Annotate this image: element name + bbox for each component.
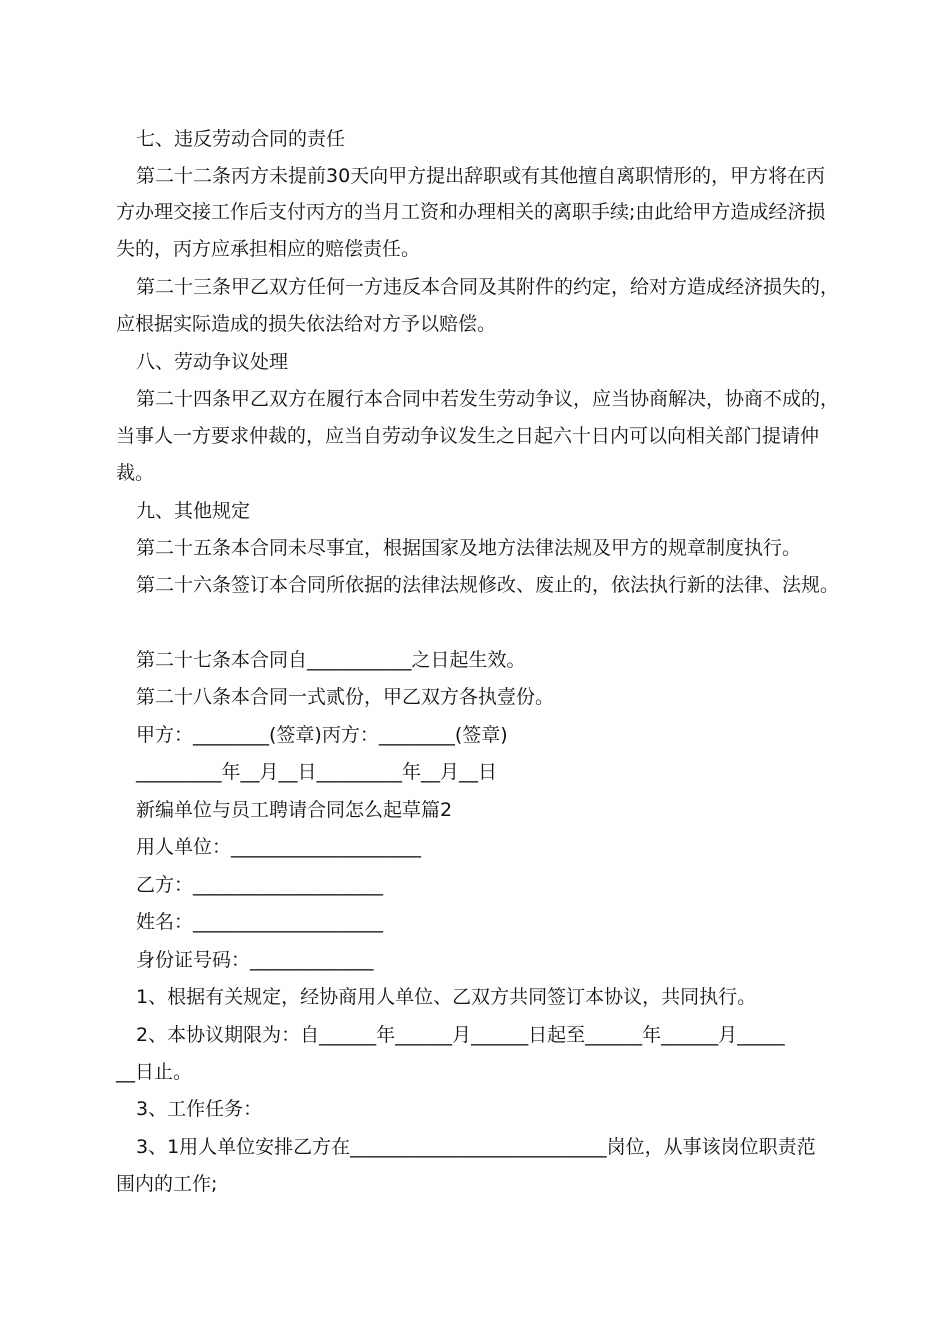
party-b-field: 乙方：____________________ [136, 874, 384, 896]
clause-3-1-line-2: 围内的工作; [116, 1173, 218, 1195]
date-line: _________年__月__日_________年__月__日 [136, 761, 498, 783]
clause-2-line-2: __日止。 [116, 1061, 193, 1083]
clause-3-1-line-1: 3、1用人单位安排乙方在___________________________岗位，从事该岗位职责范 [136, 1136, 816, 1158]
article-22-line-3: 失的，丙方应承担相应的赔偿责任。 [116, 238, 421, 260]
article-25: 第二十五条本合同未尽事宜，根据国家及地方法律法规及甲方的规章制度执行。 [136, 537, 802, 559]
article-23-line-1: 第二十三条甲乙双方任何一方违反本合同及其附件的约定，给对方造成经济损失的， [136, 276, 840, 298]
article-23-line-2: 应根据实际造成的损失依法给对方予以赔偿。 [116, 313, 497, 335]
article-22-line-1: 第二十二条丙方未提前30天向甲方提出辞职或有其他擅自离职情形的，甲方将在丙 [136, 165, 826, 187]
clause-3: 3、工作任务： [136, 1098, 263, 1120]
section-heading-9: 九、其他规定 [136, 500, 251, 522]
section-heading-8: 八、劳动争议处理 [136, 351, 289, 373]
article-24-line-1: 第二十四条甲乙双方在履行本合同中若发生劳动争议，应当协商解决，协商不成的， [136, 388, 840, 410]
part-2-title: 新编单位与员工聘请合同怎么起草篇2 [136, 799, 453, 821]
id-number-field: 身份证号码：_____________ [136, 949, 374, 971]
article-22-line-2: 方办理交接工作后支付丙方的当月工资和办理相关的离职手续;由此给甲方造成经济损 [116, 201, 826, 223]
clause-2-line-1: 2、本协议期限为：自______年______月______日起至______年______月_____ [136, 1024, 785, 1046]
signature-line: 甲方：________(签章)丙方：________(签章) [136, 724, 508, 746]
employer-field: 用人单位：____________________ [136, 836, 422, 858]
article-27: 第二十七条本合同自___________之日起生效。 [136, 649, 526, 671]
clause-1: 1、根据有关规定，经协商用人单位、乙双方共同签订本协议，共同执行。 [136, 986, 757, 1008]
article-26: 第二十六条签订本合同所依据的法律法规修改、废止的，依法执行新的法律、法规。 [136, 574, 840, 596]
section-heading-7: 七、违反劳动合同的责任 [136, 128, 346, 150]
article-24-line-2: 当事人一方要求仲裁的，应当自劳动争议发生之日起六十日内可以向相关部门提请仲 [116, 425, 820, 447]
article-28: 第二十八条本合同一式贰份，甲乙双方各执壹份。 [136, 686, 555, 708]
name-field: 姓名：____________________ [136, 911, 384, 933]
article-24-line-3: 裁。 [116, 462, 155, 484]
